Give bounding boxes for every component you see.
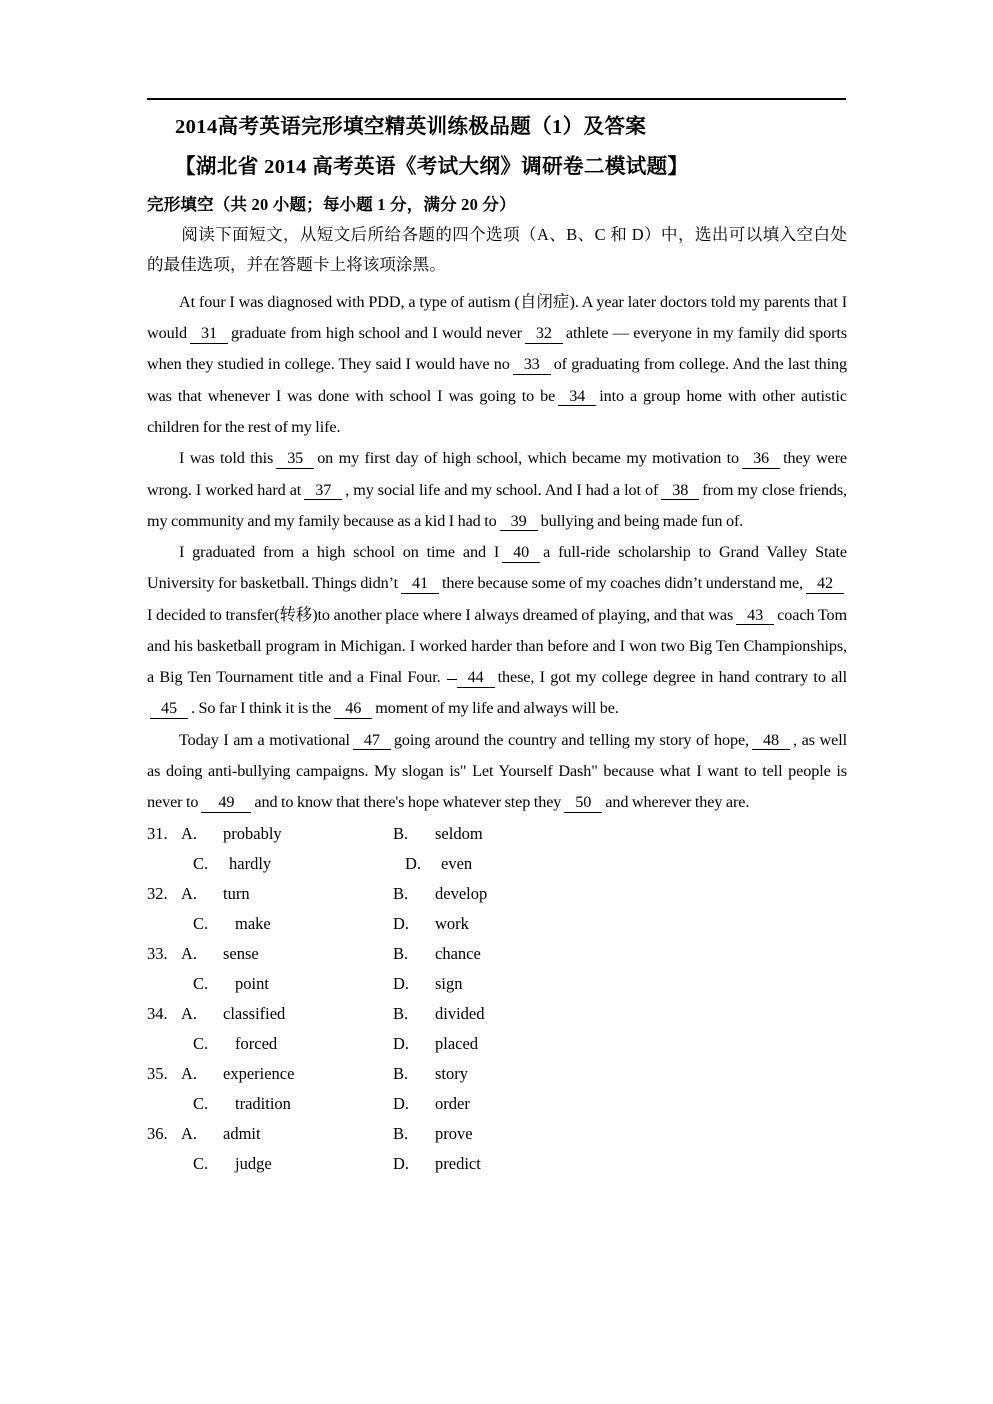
option-a[interactable] [181, 1006, 393, 1023]
option-d[interactable] [393, 1036, 633, 1053]
blank-40[interactable]: 40 [502, 543, 540, 563]
blank-44[interactable]: 44 [457, 668, 495, 688]
blank-34[interactable]: 34 [558, 387, 596, 407]
option-text: classified [223, 1004, 286, 1024]
passage-text: a full-ride scholarship to Grand Valley State University for basketball. Things didn’t [147, 543, 847, 593]
question-number: 31. [147, 824, 168, 844]
option-c[interactable] [181, 856, 393, 873]
blank-39[interactable]: 39 [500, 512, 538, 532]
blank-50[interactable]: 50 [564, 793, 602, 813]
option-letter: C. [193, 974, 209, 994]
question-row-33-cd [147, 976, 847, 1006]
option-text: chance [435, 944, 481, 964]
blank-48[interactable]: 48 [752, 731, 790, 751]
option-text: probably [223, 824, 282, 844]
option-letter: A. [181, 944, 198, 964]
passage-text: going around the country and telling my story of hope, [393, 730, 749, 749]
option-text: divided [435, 1004, 485, 1024]
question-number: 36. [147, 1124, 168, 1144]
passage-text: into a group home with other autistic children for the rest of my life. [147, 386, 847, 437]
question-row-34-cd [147, 1036, 847, 1066]
option-text: admit [223, 1124, 261, 1144]
option-text: even [441, 854, 473, 874]
passage-text: At four I was diagnosed with PDD, a type of autism (自闭症). A year later doctors told my parents that I would [147, 292, 847, 343]
option-text: forced [235, 1034, 278, 1054]
question-row-35-ab [147, 1066, 847, 1096]
option-letter: C. [193, 1154, 209, 1174]
passage-text: these, I got my college degree in hand contrary to all [497, 668, 848, 687]
passage-text: and wherever they are. [605, 793, 750, 812]
option-b[interactable] [393, 826, 633, 843]
option-d[interactable] [393, 916, 633, 933]
passage-text: , as well as doing anti-bullying campaigns. My slogan is" Let Yourself Dash" because what I want to tell people is never to [147, 730, 847, 812]
question-options-list [147, 826, 847, 1186]
question-number: 32. [147, 884, 168, 904]
option-letter: A. [181, 1124, 198, 1144]
option-a[interactable] [181, 1126, 393, 1143]
option-text: placed [435, 1034, 479, 1054]
passage-text: Today I am a motivational [179, 730, 350, 749]
section-heading: 完形填空（共 20 小题；每小题 1 分，满分 20 分） [147, 194, 516, 214]
option-text: make [235, 914, 271, 934]
question-number: 35. [147, 1064, 168, 1084]
blank-31[interactable]: 31 [190, 324, 228, 344]
option-text: tradition [235, 1094, 291, 1114]
question-row-36-ab [147, 1126, 847, 1156]
question-row-31-cd [147, 856, 847, 886]
option-c[interactable] [181, 976, 393, 993]
question-row-33-ab [147, 946, 847, 976]
option-text: experience [223, 1064, 295, 1084]
option-text: develop [435, 884, 488, 904]
option-letter: B. [393, 944, 409, 964]
option-c[interactable] [181, 1036, 393, 1053]
option-text: prove [435, 1124, 473, 1144]
option-letter: A. [181, 884, 198, 904]
option-text: sign [435, 974, 463, 994]
option-c[interactable] [181, 1096, 393, 1113]
option-text: hardly [229, 854, 272, 874]
option-letter: D. [393, 1154, 410, 1174]
stray-mark [447, 679, 457, 680]
blank-37[interactable]: 37 [304, 481, 342, 501]
option-a[interactable] [181, 1066, 393, 1083]
option-letter: C. [193, 1094, 209, 1114]
passage-text: athlete — everyone in my family did sports when they studied in college. They said I would have no [147, 324, 847, 374]
option-a[interactable] [181, 946, 393, 963]
question-row-36-cd [147, 1156, 847, 1186]
blank-33[interactable]: 33 [513, 355, 551, 375]
question-number: 34. [147, 1004, 168, 1024]
passage-text: and to know that there's hope whatever step they [254, 793, 562, 812]
option-b[interactable] [393, 886, 633, 903]
option-b[interactable] [393, 1006, 633, 1023]
option-text: story [435, 1064, 468, 1084]
option-text: turn [223, 884, 250, 904]
option-letter: B. [393, 1004, 409, 1024]
header-rule [147, 98, 846, 100]
option-d[interactable] [393, 1096, 633, 1113]
option-letter: B. [393, 884, 409, 904]
passage-text: on my first day of high school, which became my motivation to [317, 449, 740, 468]
question-row-31-ab [147, 826, 847, 856]
option-text: predict [435, 1154, 481, 1174]
option-letter: C. [193, 914, 209, 934]
option-b[interactable] [393, 946, 633, 963]
option-text: order [435, 1094, 470, 1114]
passage-text: I was told this [179, 449, 274, 468]
passage-text: they were wrong. I worked hard at [147, 449, 847, 499]
option-c[interactable] [181, 1156, 393, 1173]
passage-text: I graduated from a high school on time and I [179, 543, 500, 562]
option-letter: D. [393, 974, 410, 994]
question-row-32-ab [147, 886, 847, 916]
option-letter: C. [193, 1034, 209, 1054]
option-letter: C. [193, 854, 209, 874]
blank-32[interactable]: 32 [525, 324, 563, 344]
passage-text: there because some of my coaches didn’t understand me, [441, 574, 803, 593]
passage-text: . So far I think it is the [191, 699, 332, 718]
passage-text: coach Tom and his basketball program in Michigan. I worked harder than before and I won two Big Ten Championships, a Big Ten Tournament title and a Final Four. [147, 605, 847, 687]
passage-text: , my social life and my school. And I had a lot of [345, 480, 659, 499]
passage-text: from my close friends, my community and my family because as a kid I had to [147, 480, 847, 530]
option-d[interactable] [393, 976, 633, 993]
blank-36[interactable]: 36 [742, 449, 780, 469]
option-text: point [235, 974, 269, 994]
passage-paragraph-1 [147, 287, 847, 443]
directions-block [147, 220, 847, 281]
option-letter: D. [405, 854, 422, 874]
passage-paragraph-3 [147, 537, 847, 725]
blank-42[interactable]: 42 [806, 574, 844, 594]
blank-43[interactable]: 43 [736, 606, 774, 626]
blank-35[interactable]: 35 [276, 449, 314, 469]
option-text: judge [235, 1154, 272, 1174]
option-letter: D. [393, 1034, 410, 1054]
passage-body [147, 287, 847, 819]
option-letter: D. [393, 914, 410, 934]
option-b[interactable] [393, 1126, 633, 1143]
directions-line-1: 阅读下面短文，从短文后所给各题的四个选项（A、B、C 和 D）中，选出可以填入空 [181, 224, 814, 244]
passage-text: of graduating from college. And the last thing was that whenever I was done with school I was going to be [147, 355, 847, 405]
document-content [147, 112, 847, 1186]
option-a[interactable] [181, 826, 393, 843]
passage-text: moment of my life and always will be. [375, 699, 619, 718]
passage-paragraph-2 [147, 443, 847, 537]
page-subtitle: 【湖北省 2014 高考英语《考试大纲》调研卷二模试题】 [175, 155, 689, 178]
option-b[interactable] [393, 1066, 633, 1083]
blank-45[interactable]: 45 [150, 699, 188, 719]
passage-text: bullying and being made fun of. [540, 511, 744, 530]
option-letter: A. [181, 1064, 198, 1084]
page-title: 2014高考英语完形填空精英训练极品题（1）及答案 [175, 116, 647, 138]
blank-38[interactable]: 38 [661, 481, 699, 501]
option-letter: A. [181, 824, 198, 844]
passage-text: graduate from high school and I would never [230, 324, 522, 343]
passage-text: I decided to transfer(转移)to another place where I always dreamed of playing, and that was [147, 605, 734, 624]
option-letter: A. [181, 1004, 198, 1024]
option-d[interactable] [393, 1156, 633, 1173]
directions-line-2: 白处的最佳选项，并在答题卡上将该项涂黑。 [147, 224, 848, 275]
option-letter: D. [393, 1094, 410, 1114]
option-letter: B. [393, 1064, 409, 1084]
option-c[interactable] [181, 916, 393, 933]
option-text: seldom [435, 824, 483, 844]
option-text: sense [223, 944, 259, 964]
option-d[interactable] [393, 856, 633, 873]
option-letter: B. [393, 1124, 409, 1144]
blank-46[interactable]: 46 [334, 699, 372, 719]
question-number: 33. [147, 944, 168, 964]
option-a[interactable] [181, 886, 393, 903]
question-row-34-ab [147, 1006, 847, 1036]
question-row-35-cd [147, 1096, 847, 1126]
question-row-32-cd [147, 916, 847, 946]
blank-47[interactable]: 47 [353, 731, 391, 751]
blank-41[interactable]: 41 [401, 574, 439, 594]
passage-paragraph-4 [147, 725, 847, 819]
blank-49[interactable]: 49 [201, 793, 251, 813]
option-text: work [435, 914, 469, 934]
option-letter: B. [393, 824, 409, 844]
